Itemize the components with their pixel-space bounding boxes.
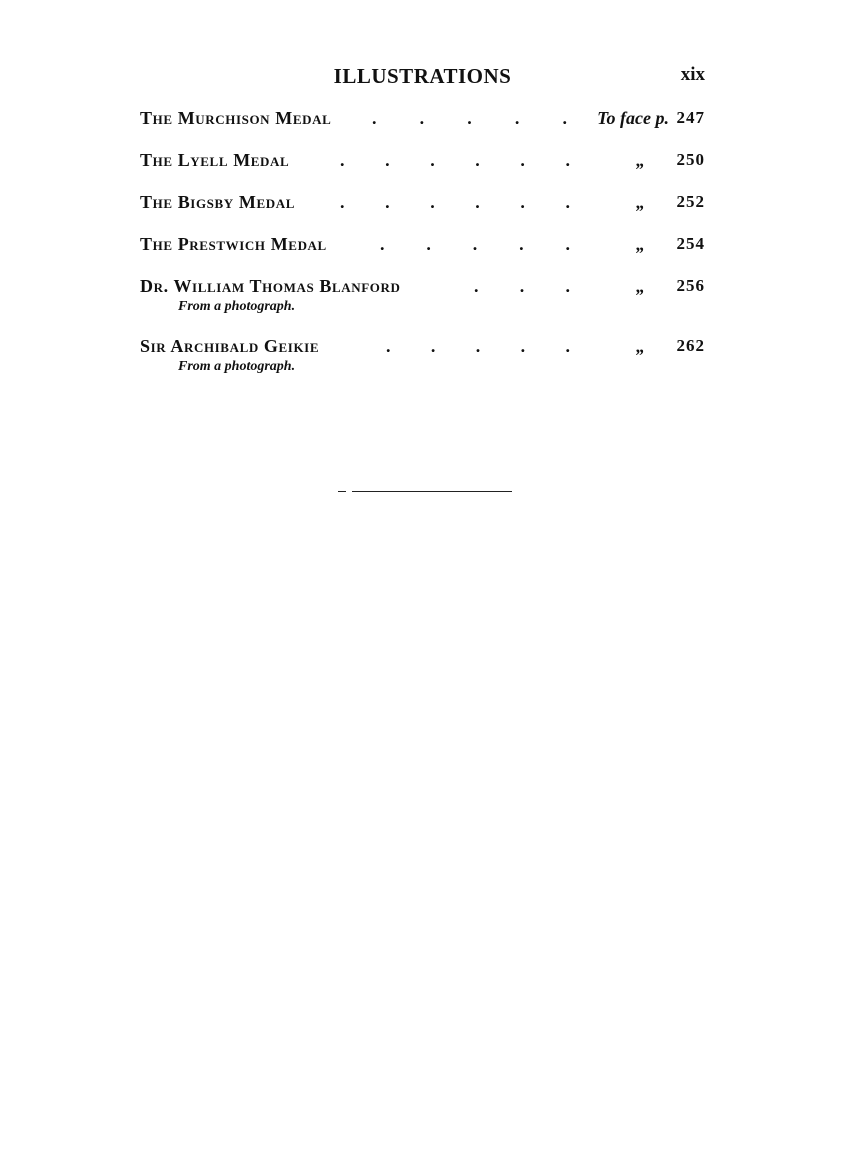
dot-leader: . . . . .	[386, 336, 570, 356]
entry-page-number: 256	[676, 276, 705, 295]
illustrations-list	[140, 108, 705, 396]
entry-reference: „	[636, 192, 645, 212]
dot-leader: . . . . .	[372, 108, 567, 128]
entry-title: Sir Archibald Geikie	[140, 336, 323, 357]
running-title: ILLUSTRATIONS	[333, 64, 512, 88]
dot-leader: . . . . . .	[340, 150, 570, 170]
entry-reference: „	[636, 234, 645, 254]
dot-leader: . . . . . .	[340, 192, 570, 212]
list-item	[140, 336, 705, 396]
dot-leader: . . .	[474, 276, 570, 296]
entry-line	[140, 276, 705, 314]
entry-reference: „	[636, 150, 645, 170]
list-item	[140, 192, 705, 234]
entry-caption: From a photograph.	[178, 299, 296, 314]
end-rule	[352, 491, 512, 492]
list-item	[140, 234, 705, 276]
entry-page-number: 247	[676, 108, 705, 127]
entry-line	[140, 150, 705, 178]
entry-page-number: 250	[676, 150, 705, 169]
entry-line	[140, 234, 705, 262]
list-item	[140, 108, 705, 150]
entry-title: The Lyell Medal	[140, 150, 293, 171]
page-number: xix	[680, 64, 705, 85]
entry-reference: „	[636, 276, 645, 296]
entry-reference: To face p.	[597, 108, 669, 128]
list-item	[140, 276, 705, 336]
page-header	[140, 64, 705, 94]
entry-page-number: 254	[676, 234, 705, 253]
entry-caption: From a photograph.	[178, 359, 296, 374]
entry-reference: „	[636, 336, 645, 356]
entry-page-number: 262	[676, 336, 705, 355]
entry-title: The Bigsby Medal	[140, 192, 299, 213]
entry-page-number: 252	[676, 192, 705, 211]
rule-tick	[338, 491, 346, 492]
entry-title: The Prestwich Medal	[140, 234, 331, 255]
entry-line	[140, 192, 705, 220]
entry-line	[140, 336, 705, 374]
entry-title: Dr. William Thomas Blanford	[140, 276, 404, 297]
dot-leader: . . . . .	[380, 234, 570, 254]
list-item	[140, 150, 705, 192]
entry-title: The Murchison Medal	[140, 108, 335, 129]
entry-line	[140, 108, 705, 136]
